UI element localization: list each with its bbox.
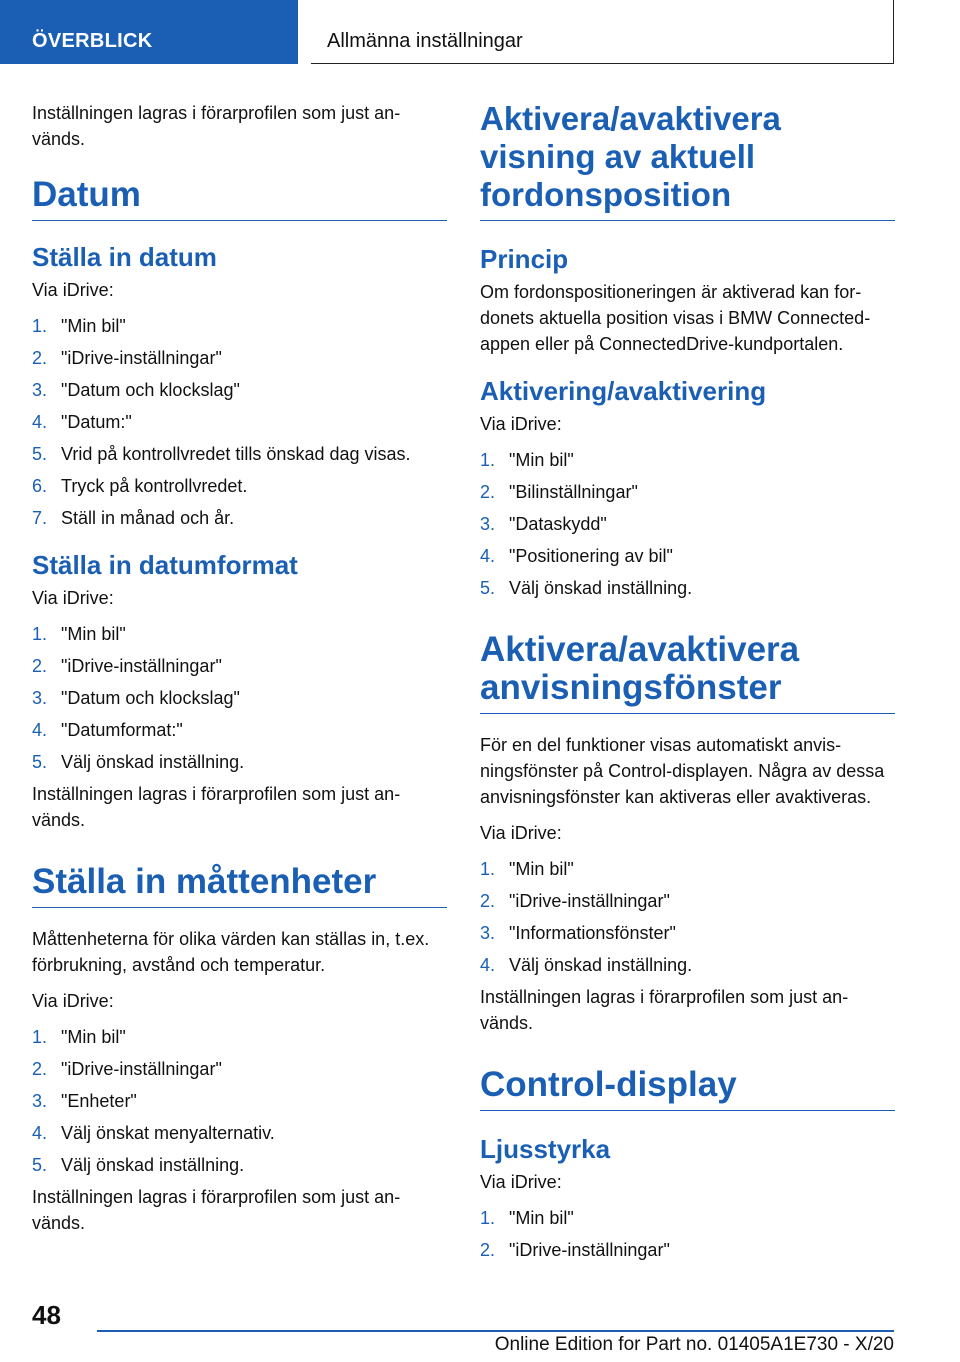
list-item-text: "Datum och klockslag" bbox=[61, 380, 240, 400]
header-chapter-tab bbox=[311, 0, 894, 64]
list-item-text: "iDrive-inställningar" bbox=[61, 348, 222, 368]
list-item bbox=[32, 685, 447, 711]
list-item-text: Välj önskad inställning. bbox=[509, 578, 693, 598]
header-section-label: ÖVERBLICK bbox=[32, 30, 153, 52]
via-idrive-2: Via iDrive: bbox=[32, 588, 114, 608]
list-item-number: 2. bbox=[480, 482, 496, 502]
heading-datumformat: Ställa in datumformat bbox=[32, 550, 298, 580]
list-item-number: 1. bbox=[480, 450, 496, 470]
list-item-number: 1. bbox=[32, 624, 48, 644]
footer-edition: Online Edition for Part no. 01405A1E730 - X/20 bbox=[494, 1334, 894, 1355]
heading-aktivering: Aktivering/avaktivering bbox=[480, 376, 767, 406]
list-item bbox=[32, 1056, 447, 1082]
via-idrive-6: Via iDrive: bbox=[480, 1172, 562, 1192]
list-item-text: "iDrive-inställningar" bbox=[509, 891, 670, 911]
list-item-number: 4. bbox=[480, 546, 496, 566]
list-item-number: 5. bbox=[32, 1155, 48, 1175]
heading-stalla-datum: Ställa in datum bbox=[32, 242, 217, 272]
list-item bbox=[480, 1205, 895, 1231]
list-item-number: 3. bbox=[480, 923, 496, 943]
list-item-text: Välj önskad inställning. bbox=[61, 1155, 245, 1175]
list-item bbox=[32, 1088, 447, 1114]
via-idrive-3: Via iDrive: bbox=[32, 991, 114, 1011]
heading-mattenheter: Ställa in måttenheter bbox=[32, 863, 447, 908]
list-item bbox=[32, 653, 447, 679]
saved-note-5: Inställningen lagras i förarprofilen som just används. bbox=[480, 987, 849, 1033]
list-item-number: 4. bbox=[32, 1123, 48, 1143]
list-item-number: 7. bbox=[32, 508, 48, 528]
list-item-text: Välj önskad inställning. bbox=[509, 955, 693, 975]
list-item bbox=[32, 313, 447, 339]
list-item bbox=[32, 749, 447, 775]
list-item bbox=[480, 888, 895, 914]
list-item bbox=[480, 575, 895, 601]
list-item-number: 5. bbox=[480, 578, 496, 598]
list-item-number: 1. bbox=[480, 1208, 496, 1228]
list-item-text: "Min bil" bbox=[509, 1208, 574, 1228]
list-item-text: "Positionering av bil" bbox=[509, 546, 673, 566]
list-item-text: "Min bil" bbox=[61, 1027, 126, 1047]
via-idrive-4: Via iDrive: bbox=[480, 414, 562, 434]
anvisning-text: För en del funktioner visas automatiskt anvisningsfönster på Control-displayen. Några av dessa anvisningsfönster kan aktiveras eller avaktiveras. bbox=[480, 735, 885, 807]
list-item-number: 3. bbox=[32, 1091, 48, 1111]
list-item-number: 2. bbox=[32, 656, 48, 676]
list-item-text: "Dataskydd" bbox=[509, 514, 607, 534]
list-item-number: 1. bbox=[32, 316, 48, 336]
list-item-text: "Enheter" bbox=[61, 1091, 137, 1111]
list-item-number: 1. bbox=[32, 1027, 48, 1047]
heading-datum: Datum bbox=[32, 176, 447, 221]
list-item bbox=[32, 621, 447, 647]
list-item bbox=[480, 1237, 895, 1263]
list-item-text: "Min bil" bbox=[61, 316, 126, 336]
list-item-text: "iDrive-inställningar" bbox=[61, 656, 222, 676]
list-item bbox=[480, 920, 895, 946]
list-item-text: "Informationsfönster" bbox=[509, 923, 676, 943]
list-item bbox=[32, 505, 447, 531]
list-item-text: "Min bil" bbox=[61, 624, 126, 644]
heading-anvisning: Aktivera/avaktivera anvisningsfönster bbox=[480, 631, 895, 714]
list-item bbox=[32, 717, 447, 743]
steps-list-mattenheter bbox=[32, 1024, 447, 1178]
list-item-number: 5. bbox=[32, 752, 48, 772]
list-item bbox=[32, 1152, 447, 1178]
saved-note-2: Inställningen lagras i förarprofilen som just används. bbox=[32, 784, 401, 830]
via-idrive-1: Via iDrive: bbox=[32, 280, 114, 300]
list-item bbox=[32, 377, 447, 403]
steps-list-anvisning bbox=[480, 856, 895, 978]
footer-divider bbox=[97, 1330, 894, 1332]
list-item-text: "Bilinställningar" bbox=[509, 482, 638, 502]
heading-control-display: Control-display bbox=[480, 1066, 895, 1111]
list-item-number: 4. bbox=[32, 720, 48, 740]
list-item bbox=[32, 473, 447, 499]
list-item-number: 2. bbox=[480, 891, 496, 911]
list-item bbox=[480, 447, 895, 473]
list-item-number: 2. bbox=[480, 1240, 496, 1260]
steps-list-datumformat bbox=[32, 621, 447, 775]
heading-princip: Princip bbox=[480, 244, 569, 274]
list-item bbox=[32, 409, 447, 435]
steps-list-aktivering bbox=[480, 447, 895, 601]
list-item bbox=[32, 1024, 447, 1050]
list-item-text: "Datumformat:" bbox=[61, 720, 183, 740]
list-item-text: Tryck på kontrollvredet. bbox=[61, 476, 248, 496]
princip-text: Om fordonspositioneringen är aktiverad kan fordonets aktuella position visas i BMW Connected-appen eller på ConnectedDrive-kundportalen. bbox=[480, 282, 871, 354]
list-item-number: 3. bbox=[32, 688, 48, 708]
list-item-number: 6. bbox=[32, 476, 48, 496]
mattenheter-text: Måttenheterna för olika värden kan ställas in, t.ex. förbrukning, avstånd och temperatur. bbox=[32, 929, 430, 975]
intro-text: Inställningen lagras i förarprofilen som just används. bbox=[32, 103, 401, 149]
list-item-number: 2. bbox=[32, 1059, 48, 1079]
list-item-text: Välj önskat menyalternativ. bbox=[61, 1123, 275, 1143]
list-item bbox=[480, 856, 895, 882]
list-item bbox=[480, 479, 895, 505]
list-item-text: Vrid på kontrollvredet tills önskad dag visas. bbox=[61, 444, 411, 464]
list-item bbox=[32, 1120, 447, 1146]
page-number: 48 bbox=[32, 1300, 61, 1330]
list-item-number: 4. bbox=[32, 412, 48, 432]
steps-list-datum bbox=[32, 313, 447, 531]
header-chapter-label: Allmänna inställningar bbox=[327, 30, 523, 52]
saved-note-3: Inställningen lagras i förarprofilen som just används. bbox=[32, 1187, 401, 1233]
list-item-text: "Min bil" bbox=[509, 450, 574, 470]
list-item bbox=[480, 952, 895, 978]
list-item-text: Välj önskad inställning. bbox=[61, 752, 245, 772]
list-item-number: 4. bbox=[480, 955, 496, 975]
list-item-text: "Min bil" bbox=[509, 859, 574, 879]
list-item-number: 1. bbox=[480, 859, 496, 879]
steps-list-ljusstyrka bbox=[480, 1205, 895, 1263]
list-item-text: "iDrive-inställningar" bbox=[61, 1059, 222, 1079]
list-item-number: 3. bbox=[480, 514, 496, 534]
list-item bbox=[32, 345, 447, 371]
left-column bbox=[32, 100, 447, 1246]
list-item-number: 2. bbox=[32, 348, 48, 368]
list-item bbox=[480, 511, 895, 537]
list-item bbox=[32, 441, 447, 467]
right-column bbox=[480, 100, 895, 1269]
list-item-text: "Datum och klockslag" bbox=[61, 688, 240, 708]
header-section-tab bbox=[0, 0, 298, 64]
list-item-number: 3. bbox=[32, 380, 48, 400]
via-idrive-5: Via iDrive: bbox=[480, 823, 562, 843]
heading-ljusstyrka: Ljusstyrka bbox=[480, 1134, 611, 1164]
heading-visning: Aktivera/avaktivera visning av aktuell fordonsposition bbox=[480, 100, 895, 221]
list-item-text: "iDrive-inställningar" bbox=[509, 1240, 670, 1260]
list-item-number: 5. bbox=[32, 444, 48, 464]
list-item-text: "Datum:" bbox=[61, 412, 132, 432]
list-item-text: Ställ in månad och år. bbox=[61, 508, 235, 528]
list-item bbox=[480, 543, 895, 569]
